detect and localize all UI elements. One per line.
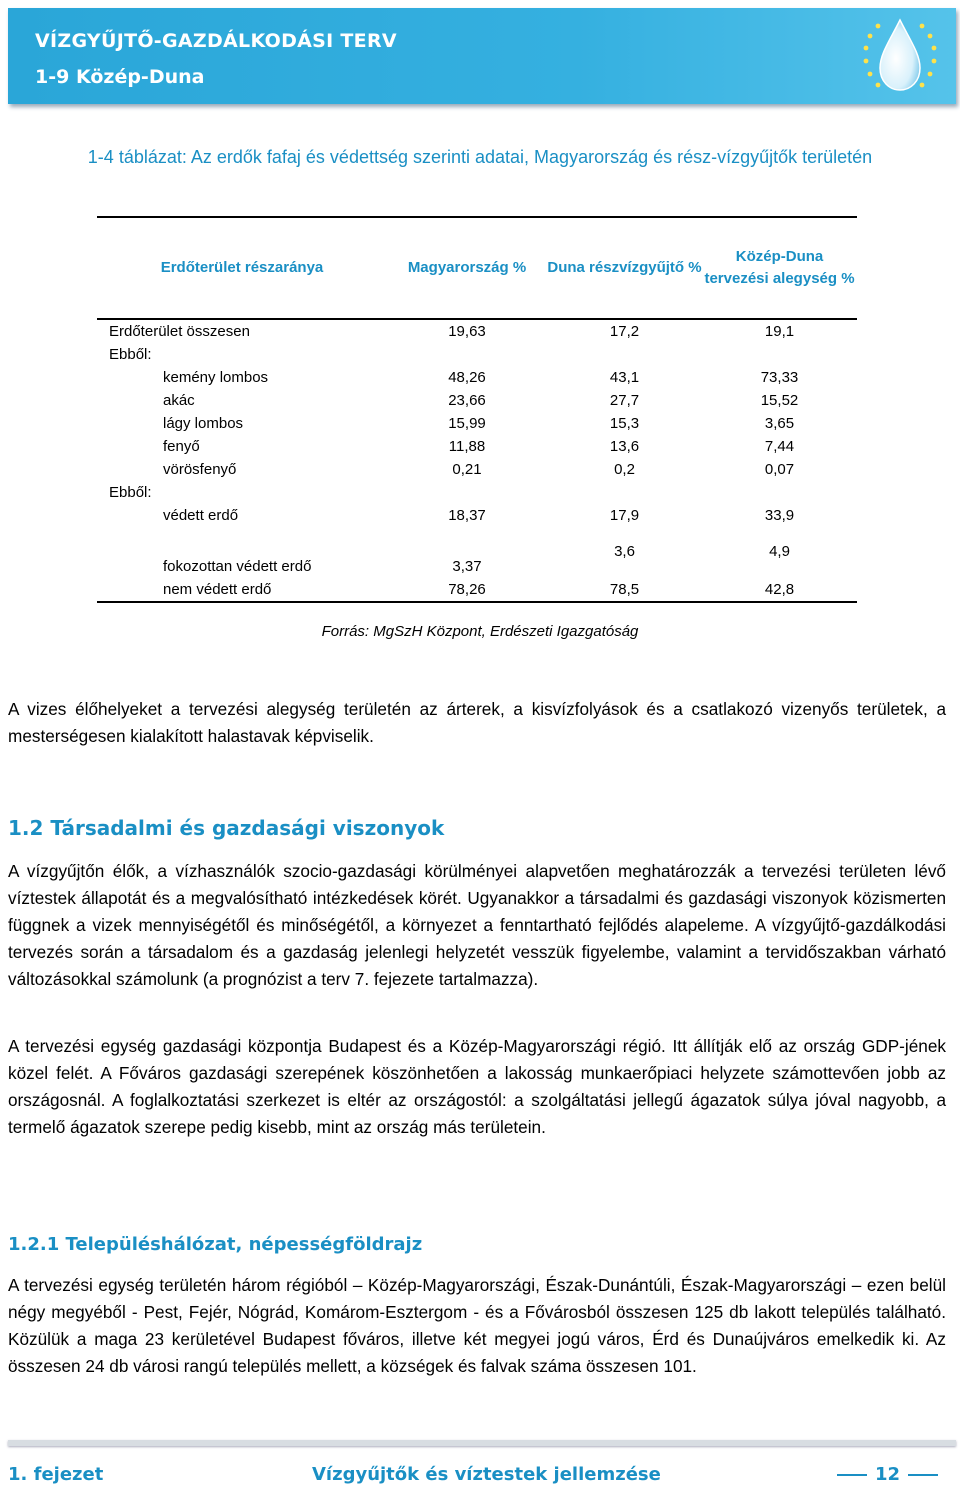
cell-hungary: 0,21 <box>452 461 482 478</box>
cell-danube: 17,2 <box>609 323 640 340</box>
row-label: akác <box>163 392 195 409</box>
table-row <box>97 481 857 504</box>
table-row <box>97 319 857 343</box>
cell-middle-danube: 7,44 <box>764 438 795 455</box>
cell-danube: 17,9 <box>609 507 640 524</box>
page-header <box>8 8 956 104</box>
row-label: fenyő <box>163 438 200 455</box>
row-label: fokozottan védett erdő <box>163 558 312 575</box>
document-subtitle: 1-9 Közép-Duna <box>35 66 205 88</box>
table-row <box>97 527 857 577</box>
table-row <box>97 577 857 602</box>
column-header-middle-danube: Közép-Duna tervezési alegység % <box>702 217 857 319</box>
row-label: kemény lombos <box>163 369 269 386</box>
cell-middle-danube <box>702 343 857 366</box>
cell-hungary: 19,63 <box>448 323 486 340</box>
cell-hungary: 18,37 <box>448 507 486 524</box>
footer-chapter: 1. fejezet <box>8 1464 104 1485</box>
table-row <box>97 504 857 527</box>
paragraph-settlements: A tervezési egység területén három régióból – Közép-Magyarországi, Észak-Dunántúli, Észak-Magyarországi – ezen belül négy megyéből - Pest, Fejér, Nógrád, Komárom-Esztergom - és a Fővárosból összesen 125 db lakott település található. Közülük a maga 23 kerületével Budapest főváros, illetve két megyei jogú város, Érd és Dunaújváros emelkedik ki. Az összesen 24 db városi rangú település mellett, a községek és falvak száma összesen 101. <box>8 1275 946 1376</box>
subsection-heading: 1.2.1 Településhálózat, népességföldrajz <box>8 1234 423 1255</box>
row-label: Ebből: <box>109 484 152 501</box>
row-label: védett erdő <box>163 507 239 524</box>
table-row <box>97 435 857 458</box>
cell-hungary: 3,37 <box>452 558 482 575</box>
cell-middle-danube: 15,52 <box>760 392 799 409</box>
cell-danube <box>547 343 702 366</box>
water-drop-eu-stars-logo-icon <box>858 14 942 98</box>
cell-hungary: 23,66 <box>448 392 486 409</box>
table-row <box>97 412 857 435</box>
cell-middle-danube: 0,07 <box>764 461 795 478</box>
cell-middle-danube: 42,8 <box>702 577 857 602</box>
cell-danube: 3,6 <box>614 542 635 560</box>
row-label: Erdőterület összesen <box>109 323 250 340</box>
cell-danube: 43,1 <box>609 369 640 386</box>
row-label: nem védett erdő <box>97 577 387 602</box>
cell-danube: 0,2 <box>614 461 635 478</box>
row-label: vörösfenyő <box>163 461 237 478</box>
cell-hungary <box>387 481 547 504</box>
table-source: Forrás: MgSzH Központ, Erdészeti Igazgatóság <box>321 623 639 640</box>
cell-danube: 78,5 <box>547 577 702 602</box>
row-label: Ebből: <box>109 346 152 363</box>
footer-title: Vízgyűjtők és víztestek jellemzése <box>312 1464 661 1485</box>
cell-middle-danube: 73,33 <box>760 369 799 386</box>
page-number: 12 <box>874 1464 900 1485</box>
forest-data-table <box>97 216 857 603</box>
cell-middle-danube: 19,1 <box>764 323 795 340</box>
footer-page-number <box>829 1464 946 1485</box>
paragraph-socio-economic: A vízgyűjtőn élők, a vízhasználók szocio-gazdasági körülményei alapvetően meghatározzák a tervezési területen lévő víztestek állapotát és a megvalósítható intézkedések körét. Ugyanakkor a társadalmi és gazdasági viszonyok közismerten függnek a vizek mennyiségétől és minőségétől, a környezet a fenntartható fejlődés alapeleme. A vízgyűjtő-gazdálkodási tervezés során a társadalom és a gazdaság jelenlegi helyzetét vesszük figyelembe, valamint a tervidőszakban várható változásokkal számolunk (a prognózist a terv 7. fejezete tartalmazza). <box>8 861 946 989</box>
cell-danube <box>547 481 702 504</box>
footer-divider <box>8 1440 956 1446</box>
table-caption: 1-4 táblázat: Az erdők fafaj és védettség szerinti adatai, Magyarország és rész-vízgyűjtők területén <box>87 147 873 167</box>
section-heading: 1.2 Társadalmi és gazdasági viszonyok <box>8 816 445 840</box>
cell-danube: 15,3 <box>609 415 640 432</box>
paragraph-economic-center: A tervezési egység gazdasági központja Budapest és a Közép-Magyarországi régió. Itt állítják elő az ország GDP-jének közel felét. A Főváros gazdasági szerepének köszönhetően a lakosság munkaerőpiaci helyzete számottevően jobb az országosnál. A foglalkoztatási szerkezet is eltér az országostól: a szolgáltatási jellegű ágazatok súlya jóval nagyobb, a termelő ágazatok szerepe pedig kisebb, mint az ország más területein. <box>8 1036 946 1137</box>
cell-middle-danube: 4,9 <box>769 542 790 560</box>
column-header-danube: Duna részvízgyűjtő % <box>547 217 702 319</box>
paragraph-wetlands: A vizes élőhelyeket a tervezési alegység területén az árterek, a kisvízfolyások és a csatlakozó vizenyős területek, a mesterségesen kialakított halastavak képviselik. <box>8 699 946 746</box>
table-row <box>97 458 857 481</box>
cell-hungary: 15,99 <box>448 415 486 432</box>
cell-middle-danube: 33,9 <box>764 507 795 524</box>
cell-hungary <box>387 343 547 366</box>
cell-hungary: 48,26 <box>448 369 486 386</box>
table-row <box>97 389 857 412</box>
cell-danube: 27,7 <box>609 392 640 409</box>
cell-hungary: 11,88 <box>448 438 486 455</box>
cell-hungary: 78,26 <box>387 577 547 602</box>
cell-danube: 13,6 <box>609 438 640 455</box>
column-header-share: Erdőterület részaránya <box>97 217 387 319</box>
column-header-hungary: Magyarország % <box>387 217 547 319</box>
cell-middle-danube: 3,65 <box>764 415 795 432</box>
table-row <box>97 366 857 389</box>
document-title: VÍZGYŰJTŐ-GAZDÁLKODÁSI TERV <box>35 30 397 52</box>
table-row <box>97 343 857 366</box>
row-label: lágy lombos <box>163 415 244 432</box>
cell-middle-danube <box>702 481 857 504</box>
